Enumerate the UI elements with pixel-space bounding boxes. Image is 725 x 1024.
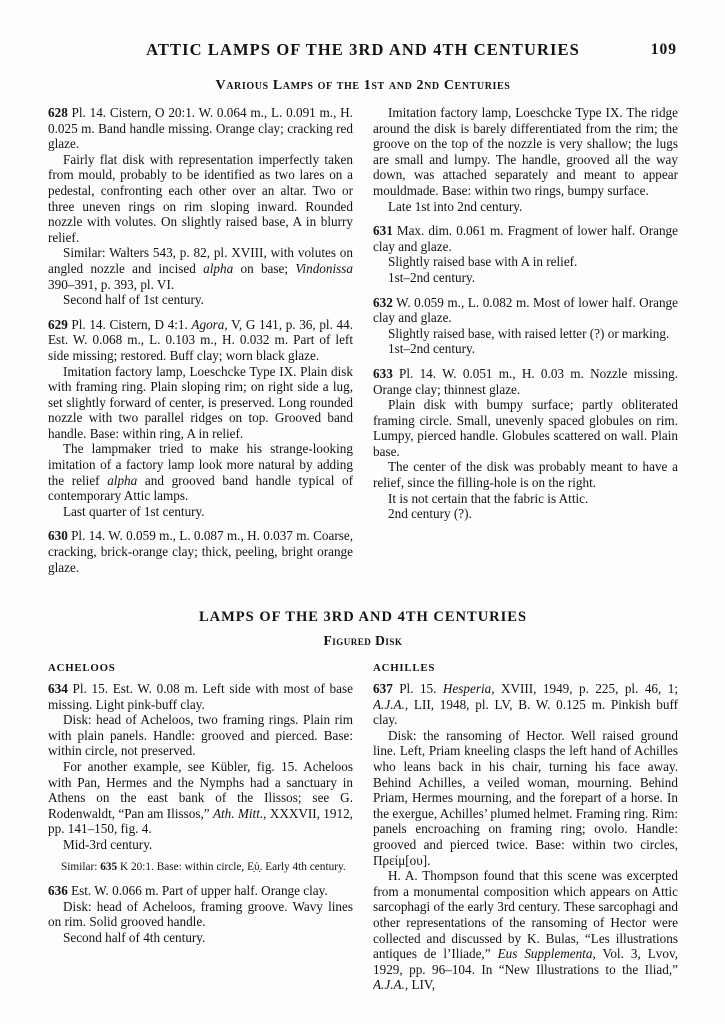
paragraph: Disk: the ransoming of Hector. Well raised ground line. Left, Priam kneeling clasps the left hand of Achilles who leans back in his chair, turning his face away. Behind Achilles, a veiled woman, mourning. Behind Priam, Hermes mourning, and the forepart of a horse. In the exergue, Achilles’ plumed helmet. Framing ring. Rim: panels encroaching on framing ring; ovolo. Handle: grooved and pierced twice. Base: within two circles, Πρείμ[ου]. [373,727,678,868]
section1-left-column [48,105,353,597]
paragraph: Second half of 1st century. [63,292,204,308]
paragraph: Slightly raised base, with raised letter (?) or marking. [388,325,670,341]
paragraph: The center of the disk was probably meant to have a relief, since the filling-hole is on the right. [373,459,678,491]
running-title: ATTIC LAMPS OF THE 3RD AND 4TH CENTURIES [146,40,580,59]
paragraph: Disk: head of Acheloos, two framing rings. Plain rim with plain panels. Handle: grooved and pierced. Base: within circle, not preserved. [48,712,353,759]
paragraph: It is not certain that the fabric is Attic. [388,490,589,506]
paragraph: 633 Pl. 14. W. 0.051 m., H. 0.03 m. Nozzle missing. Orange clay; thinnest glaze. [373,365,678,397]
page-header [48,40,678,62]
paragraph: H. A. Thompson found that this scene was excerpted from a monumental composition which appears on Attic sarcophagi of the early 3rd century. These sarcophagi and other representations of the ransoming of Hector were collected and discussed by K. Bulas, “Les illustrations antiques de l’Iliade,” Eus Supplementa, Vol. 3, Lvov, 1929, pp. 96–104. In “New Illustrations to the Iliad,” A.J.A., LIV, [373,868,678,993]
paragraph: Similar: 635 K 20:1. Base: within circle, Ε̣ὐ̣. Early 4th century. [61,860,346,873]
section1-right-column [373,105,678,597]
paragraph: Similar: Walters 543, p. 82, pl. XVIII, with volutes on angled nozzle and incised alpha on base; Vindonissa 390–391, p. 393, pl. VI. [48,245,353,292]
paragraph: 2nd century (?). [388,506,472,522]
paragraph: 629 Pl. 14. Cistern, D 4:1. Agora, V, G 141, p. 36, pl. 44. Est. W. 0.068 m., L. 0.103 m., H. 0.032 m. Part of left side missing; restored. Buff clay; worn black glaze. [48,316,353,363]
paragraph: Mid-3rd century. [63,836,153,852]
paragraph: 1st–2nd century. [388,341,476,357]
paragraph: Slightly raised base with A in relief. [388,254,578,270]
section2-heading: LAMPS OF THE 3RD AND 4TH CENTURIES [198,609,528,625]
section2-subheading: Figured Disk [323,633,403,648]
paragraph: For another example, see Kübler, fig. 15. Acheloos with Pan, Hermes and the Nymphs had a sanctuary in Athens on the east bank of the Ilissos; see G. Rodenwaldt, “Pan am Ilissos,” Ath. Mitt., XXXVII, 1912, pp. 141–150, fig. 4. [48,758,353,837]
achilles-label: ACHILLES [373,662,436,674]
paragraph: 637 Pl. 15. Hesperia, XVIII, 1949, p. 225, pl. 46, 1; A.J.A., LII, 1948, pl. LV, B. W. 0.125 m. Pinkish buff clay. [373,681,678,728]
paragraph: 630 Pl. 14. W. 0.059 m., L. 0.087 m., H. 0.037 m. Coarse, cracking, brick-orange clay; thick, peeling, bright orange glaze. [48,528,353,575]
paragraph: Imitation factory lamp, Loeschcke Type IX. Plain disk with framing ring. Plain sloping rim; on right side a lug, set slightly forward of center, is preserved. Long rounded nozzle with two parallel ridges on top. Grooved band handle. Base: within ring, A in relief. [48,363,353,441]
section1-columns [48,105,678,597]
paragraph: The lampmaker tried to make his strange-looking imitation of a factory lamp look more natural by adding the relief alpha and grooved band handle typical of contemporary Attic lamps. [48,441,353,504]
paragraph: Late 1st into 2nd century. [388,198,523,214]
section2-left-column [48,660,353,1005]
paragraph: 1st–2nd century. [388,269,476,285]
acheloos-label: ACHELOOS [48,662,116,674]
section2-right-column [373,660,678,1005]
paragraph: 632 W. 0.059 m., L. 0.082 m. Most of lower half. Orange clay and glaze. [373,294,678,326]
section2-columns [48,660,678,1005]
paragraph: 634 Pl. 15. Est. W. 0.08 m. Left side with most of base missing. Light pink-buff clay. [48,681,353,712]
page-number: 109 [650,41,677,58]
paragraph: Last quarter of 1st century. [63,503,205,519]
paragraph: Second half of 4th century. [63,929,206,945]
section1-heading: Various Lamps of the 1st and 2nd Centuries [215,78,511,93]
paragraph: Fairly flat disk with representation imperfectly taken from mould, probably to be identified as two lares on a pedestal, confronting each other over an altar. Two or three uneven rings on rim sloping inward. Rounded nozzle with volutes. On slightly raised base, A in blurry relief. [48,151,353,245]
paragraph: 631 Max. dim. 0.061 m. Fragment of lower half. Orange clay and glaze. [373,223,678,254]
paragraph: Plain disk with bumpy surface; partly obliterated framing circle. Small, unevenly spaced globules on rim. Lumpy, pierced handle. Globules scattered on wall. Plain base. [373,397,678,459]
paragraph: Disk: head of Acheloos, framing groove. Wavy lines on rim. Solid grooved handle. [48,898,353,930]
paragraph: 636 Est. W. 0.066 m. Part of upper half. Orange clay. [48,883,328,899]
paragraph: Imitation factory lamp, Loeschcke Type IX. The ridge around the disk is barely differentiated from the rim; the groove on the top of the nozzle is very shallow; the lugs are small and lumpy. The handle, grooved all the way down, was attached separately and meant to appear mouldmade. Base: within two rings, bumpy surface. [373,105,678,198]
paragraph: 628 Pl. 14. Cistern, O 20:1. W. 0.064 m., L. 0.091 m., H. 0.025 m. Band handle missing. Orange clay; cracking red glaze. [48,105,353,152]
